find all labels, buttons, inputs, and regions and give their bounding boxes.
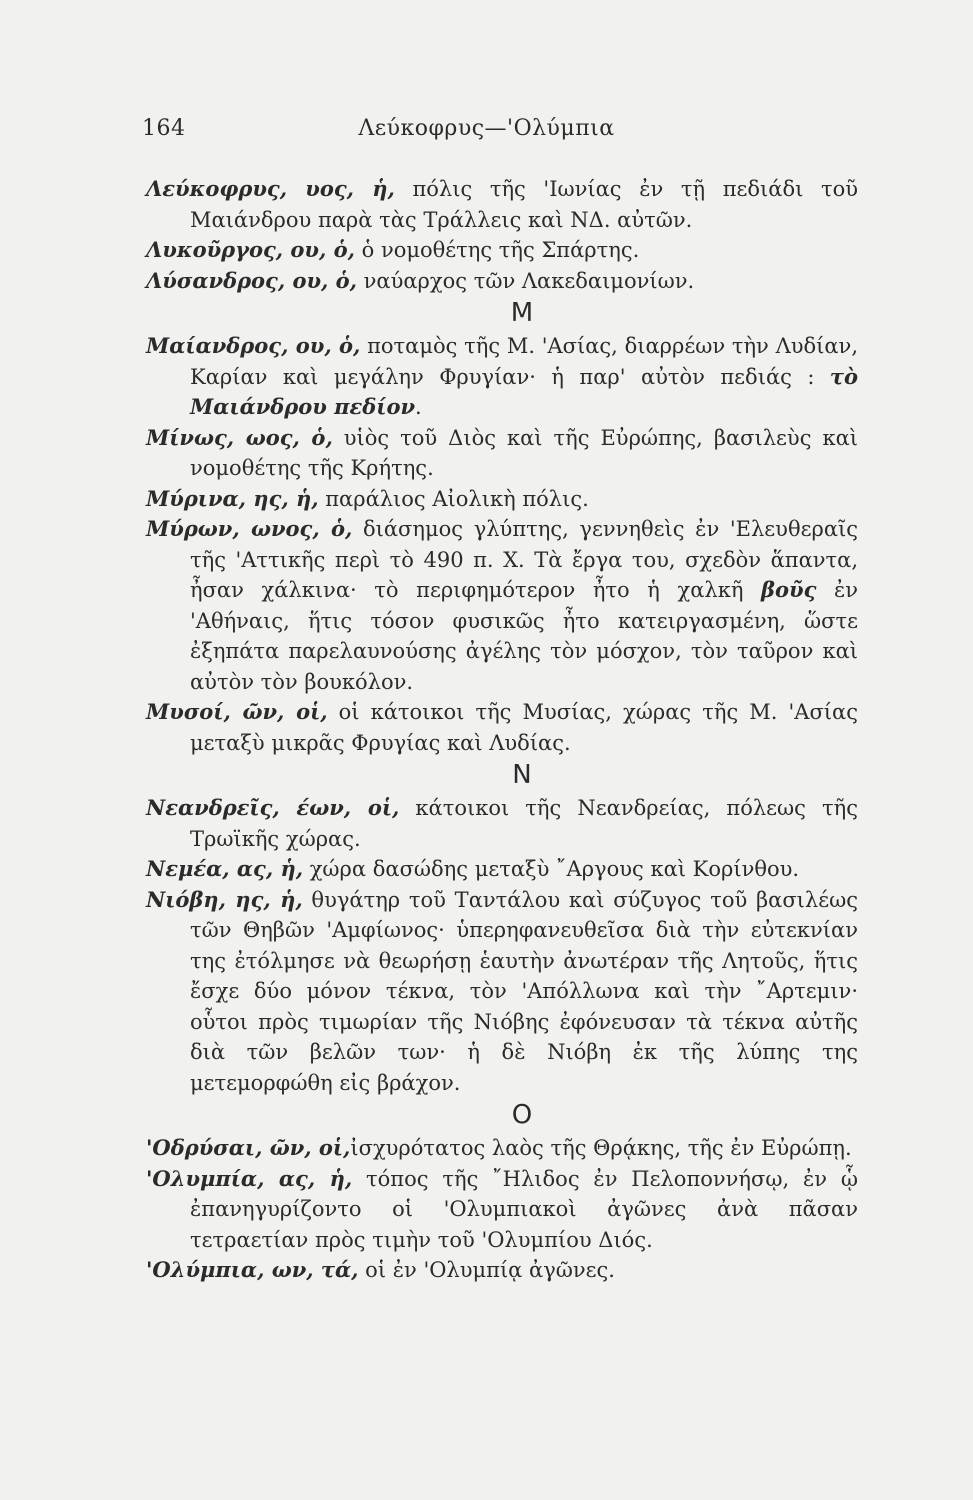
entry-headword: Νεμέα, ας, ἡ, [146,856,304,881]
glossary-entry [146,235,858,266]
entry-definition: διάσημος γλύπτης, γεννηθεὶς ἐν 'Ελευθεραῖς τῆς 'Αττικῆς περὶ τὸ 490 π. Χ. Τὰ ἔργα του, σχεδὸν ἅπαντα, ἦσαν χάλκινα· τὸ περιφημότερον ἦτο ἡ χαλκῆ [190,517,858,602]
entry-headword: 'Ολυμπία, ας, ἡ, [146,1165,353,1191]
entry-definition-tail: ἐν 'Αθήναις, ἥτις τόσον φυσικῶς ἦτο κατειργασμένη, ὥστε ἐξηπάτα παρελαυνούσης ἀγέλης τὸν μόσχον, τὸν ταῦρον καὶ αὐτὸν τὸν βουκόλον. [190,578,859,694]
entry-definition: χώρα δασώδης μεταξὺ ῎Αργους καὶ Κορίνθου. [303,857,800,881]
entry-headword: Νιόβη, ης, ἡ, [146,886,303,912]
entry-headword: Μυσοί, ῶν, οἱ, [146,699,328,724]
entry-definition: οἱ ἐν 'Ολυμπίᾳ ἀγῶνες. [358,1258,615,1282]
glossary-entry [146,1133,858,1164]
glossary-entry [146,174,858,235]
glossary-entry [146,885,858,1099]
entry-definition: ἰσχυρότατος λαὸς τῆς Θρᾴκης, τῆς ἐν Εὐρώπῃ. [350,1136,852,1160]
glossary-entry [146,854,858,885]
entry-headword: Λυκοῦργος, ου, ὁ, [146,237,355,262]
glossary-entry [146,793,858,854]
entry-headword: Νεανδρεῖς, έων, οἱ, [146,795,400,820]
section-letter-heading: Μ [510,298,534,328]
glossary-entry [146,697,858,758]
entry-definition: κάτοικοι τῆς Νεανδρείας, πόλεως τῆς Τρωϊκῆς χώρας. [190,796,858,851]
entry-headword: Λύσανδρος, ου, ὁ, [146,267,357,293]
entry-definition: ὁ νομοθέτης τῆς Σπάρτης. [354,238,640,262]
glossary-entry [146,514,858,697]
entry-headword: Μίνως, ωος, ὁ, [146,424,333,450]
glossary-entry [146,1164,858,1256]
section-letter-heading: Ο [511,1100,533,1130]
entry-headword: Μύρων, ωνος, ὁ, [146,516,353,541]
entry-definition: ναύαρχος τῶν Λακεδαιμονίων. [356,268,695,293]
glossary-entry [146,1255,858,1286]
entry-definition: θυγάτηρ τοῦ Ταντάλου καὶ σύζυγος τοῦ βασιλέως τῶν Θηβῶν 'Αμφίωνος· ὑπερηφανευθεῖσα διὰ τὴν εὐτεκνίαν της ἐτόλμησε νὰ θεωρήσῃ ἑαυτὴν ἀνωτέραν τῆς Λητοῦς, ἥτις ἔσχε δύο μόνον τέκνα, τὸν 'Απόλλωνα καὶ τὴν ῎Αρτεμιν· οὗτοι πρὸς τιμωρίαν τῆς Νιόβης ἐφόνευσαν τὰ τέκνα αὐτῆς διὰ τῶν βελῶν των· ἡ δὲ Νιόβη ἐκ τῆς λύπης της μετεμορφώθη εἰς βράχον. [190,887,858,1095]
running-head: Λεύκοφρυς—'Ολύμπια [358,116,615,141]
glossary-entry [146,266,858,297]
entry-headword: Μύρινα, ης, ἡ, [146,485,319,511]
glossary-entry [146,423,858,484]
entry-definition-tail: . [415,395,422,419]
glossary-content [146,174,858,1286]
entry-definition: παράλιος Αἰολικὴ πόλις. [318,486,589,511]
entry-definition: ποταμὸς τῆς Μ. 'Ασίας, διαρρέων τὴν Λυδίαν, Καρίαν καὶ μεγάλην Φρυγίαν· ἡ παρ' αὐτὸν πεδιάς : [190,334,858,389]
entry-definition: τόπος τῆς ῎Ηλιδος ἐν Πελοποννήσῳ, ἐν ᾧ ἐπανηγυρίζοντο οἱ 'Ολυμπιακοὶ ἀγῶνες ἀνὰ πᾶσαν τετραετίαν πρὸς τιμὴν τοῦ 'Ολυμπίου Διός. [190,1166,858,1252]
entry-headword: 'Ολύμπια, ων, τά, [146,1257,359,1282]
entry-definition: πόλις τῆς 'Ιωνίας ἐν τῇ πεδιάδι τοῦ Μαιάνδρου παρὰ τὰς Τράλλεις καὶ ΝΔ. αὐτῶν. [190,177,858,232]
entry-emphasis: βοῦς [761,577,817,602]
entry-headword: 'Οδρύσαι, ῶν, οἱ, [146,1135,351,1160]
glossary-entry [146,484,858,515]
glossary-entry [146,331,858,423]
entry-definition: οἱ κάτοικοι τῆς Μυσίας, χώρας τῆς Μ. 'Ασίας μεταξὺ μικρᾶς Φρυγίας καὶ Λυδίας. [190,700,858,755]
page-number: 164 [142,116,186,141]
section-letter-heading: Ν [512,760,532,790]
entry-emphasis: τὸ Μαιάνδρου πεδίον [190,363,858,419]
entry-headword: Λεύκοφρυς, υος, ἡ, [146,176,395,201]
entry-headword: Μαίανδρος, ου, ὁ, [146,333,361,358]
entry-definition: υἱὸς τοῦ Διὸς καὶ τῆς Εὐρώπης, βασιλεὺς καὶ νομοθέτης τῆς Κρήτης. [190,425,858,480]
